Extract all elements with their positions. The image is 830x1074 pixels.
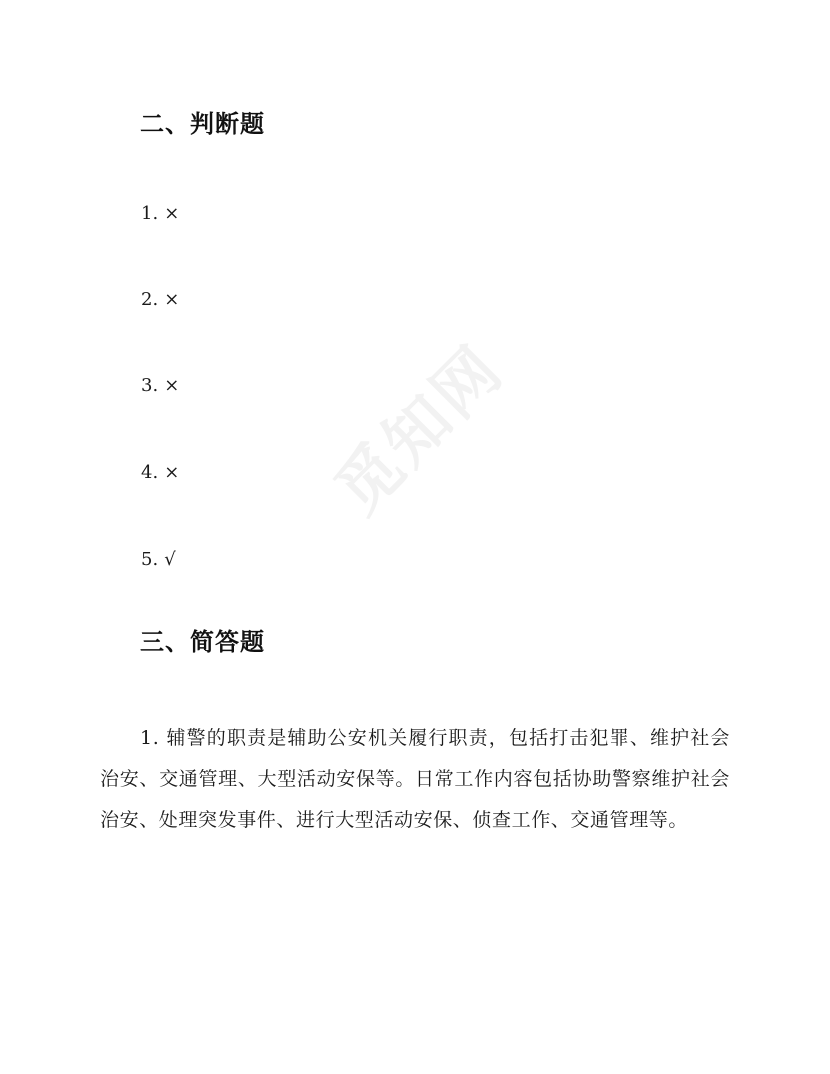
true-false-item-1 <box>141 205 179 223</box>
answer-mark: × <box>164 203 180 224</box>
true-false-item-2 <box>141 291 179 309</box>
item-number: 4. <box>141 462 159 483</box>
section-heading-true-false: 二、判断题 <box>140 110 265 138</box>
answer-mark: √ <box>164 549 176 570</box>
watermark-logo: 觅知网 <box>321 331 519 529</box>
item-number: 5. <box>141 549 159 570</box>
section-heading-short-answer: 三、简答题 <box>140 628 265 656</box>
answer-mark: × <box>164 289 180 310</box>
short-answer-paragraph: 1. 辅警的职责是辅助公安机关履行职责，包括打击犯罪、维护社会治安、交通管理、大型活动安保等。日常工作内容包括协助警察维护社会治安、处理突发事件、进行大型活动安保、侦查工作、交通管理等。 <box>100 727 730 831</box>
item-number: 3. <box>141 375 159 396</box>
item-number: 1. <box>141 203 159 224</box>
answer-mark: × <box>164 462 180 483</box>
item-number: 2. <box>141 289 159 310</box>
true-false-item-5 <box>141 551 176 569</box>
true-false-item-3 <box>141 377 179 395</box>
true-false-item-4 <box>141 464 179 482</box>
answer-mark: × <box>164 375 180 396</box>
